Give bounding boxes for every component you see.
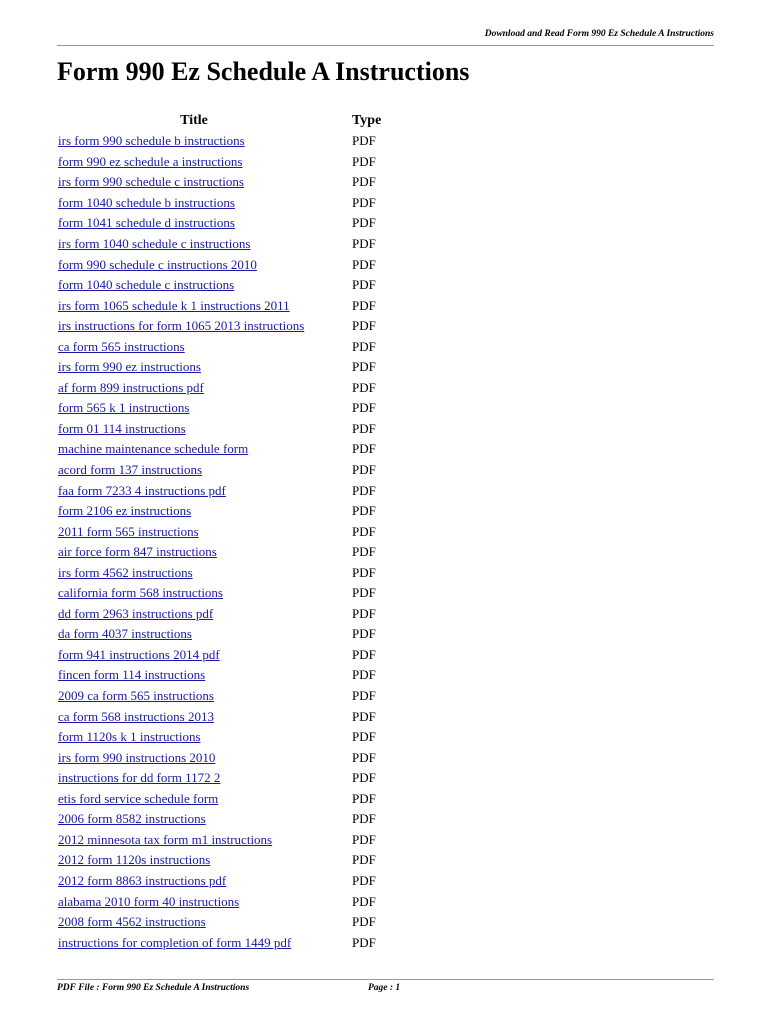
table-row: [54, 768, 385, 789]
table-row: [54, 193, 385, 214]
table-row: [54, 152, 385, 173]
row-type-cell: PDF: [352, 482, 376, 498]
row-title-cell: [54, 747, 334, 768]
document-link[interactable]: irs form 4562 instructions: [58, 564, 193, 580]
row-type-cell: PDF: [352, 544, 376, 560]
table-row: [54, 480, 385, 501]
document-link[interactable]: faa form 7233 4 instructions pdf: [58, 482, 226, 498]
document-link[interactable]: machine maintenance schedule form: [58, 441, 249, 457]
page-header: Download and Read Form 990 Ez Schedule A Instructions: [484, 29, 714, 39]
row-title-cell: [54, 193, 334, 214]
row-title-cell: [54, 234, 334, 255]
footer-page-number: Page : 1: [368, 983, 401, 993]
row-type-cell: PDF: [352, 194, 376, 210]
row-title-cell: [54, 316, 334, 337]
document-link[interactable]: instructions for completion of form 1449 pdf: [58, 934, 292, 950]
row-type-cell: PDF: [352, 503, 376, 519]
document-link[interactable]: irs form 1065 schedule k 1 instructions 2011: [58, 297, 290, 313]
footer-divider: [57, 979, 714, 980]
row-type-cell: PDF: [352, 790, 376, 806]
table-row: [54, 645, 385, 666]
document-link[interactable]: 2009 ca form 565 instructions: [58, 688, 214, 704]
row-title-cell: [54, 645, 334, 666]
row-title-cell: [54, 932, 334, 953]
table-row: [54, 830, 385, 851]
row-type-cell: PDF: [352, 236, 376, 251]
table-row: [54, 542, 385, 563]
row-title-cell: [54, 542, 334, 563]
row-title-cell: [54, 665, 334, 686]
document-link[interactable]: irs form 990 schedule b instructions: [58, 133, 245, 149]
document-link[interactable]: alabama 2010 form 40 instructions: [58, 893, 240, 909]
row-type-cell: PDF: [352, 564, 376, 580]
table-row: [54, 665, 385, 686]
document-link[interactable]: 2012 form 8863 instructions pdf: [58, 872, 227, 888]
document-link[interactable]: etis ford service schedule form: [58, 790, 219, 806]
row-type-cell: PDF: [352, 359, 376, 375]
table-body: [54, 131, 385, 953]
row-type-cell: PDF: [352, 729, 376, 745]
row-title-cell: [54, 152, 334, 173]
row-title-cell: [54, 131, 334, 152]
document-link[interactable]: 2006 form 8582 instructions: [58, 811, 206, 827]
table-row: [54, 850, 385, 871]
document-link[interactable]: air force form 847 instructions: [58, 544, 217, 560]
row-type-cell: PDF: [352, 297, 376, 313]
row-title-cell: [54, 686, 334, 707]
row-title-cell: [54, 562, 334, 583]
table-row: [54, 275, 385, 296]
document-link[interactable]: form 941 instructions 2014 pdf: [58, 646, 220, 662]
row-title-cell: [54, 850, 334, 871]
document-link[interactable]: form 01 114 instructions: [58, 420, 186, 436]
document-link[interactable]: form 565 k 1 instructions: [58, 400, 190, 416]
row-title-cell: [54, 254, 334, 275]
row-title-cell: [54, 604, 334, 625]
row-type-cell: PDF: [352, 770, 376, 786]
document-link[interactable]: form 1041 schedule d instructions: [58, 215, 235, 231]
document-link[interactable]: form 2106 ez instructions: [58, 503, 192, 519]
row-type-cell: PDF: [352, 667, 376, 683]
table-row: [54, 439, 385, 460]
row-type-cell: PDF: [352, 174, 376, 190]
document-link[interactable]: ca form 565 instructions: [58, 338, 185, 354]
table-row: [54, 562, 385, 583]
document-link[interactable]: form 1040 schedule c instructions: [58, 277, 235, 293]
table-row: [54, 172, 385, 193]
row-title-cell: [54, 357, 334, 378]
row-type-cell: PDF: [352, 318, 376, 334]
row-title-cell: [54, 213, 334, 234]
row-type-cell: PDF: [352, 379, 376, 395]
row-title-cell: [54, 275, 334, 296]
row-title-cell: [54, 706, 334, 727]
document-link[interactable]: irs form 990 schedule c instructions: [58, 174, 244, 190]
row-title-cell: [54, 172, 334, 193]
table-row: [54, 357, 385, 378]
row-type-cell: PDF: [352, 277, 376, 293]
table-row: [54, 604, 385, 625]
row-title-cell: [54, 871, 334, 892]
table-row: [54, 583, 385, 604]
table-row: [54, 789, 385, 810]
row-type-cell: PDF: [352, 708, 376, 724]
document-link[interactable]: 2012 form 1120s instructions: [58, 852, 211, 868]
document-link[interactable]: 2011 form 565 instructions: [58, 523, 199, 539]
row-type-cell: PDF: [352, 256, 376, 272]
row-type-cell: PDF: [352, 605, 376, 621]
documents-table: [54, 110, 385, 953]
table-row: [54, 213, 385, 234]
document-link[interactable]: irs form 990 ez instructions: [58, 359, 201, 375]
document-link[interactable]: form 990 ez schedule a instructions: [58, 153, 243, 169]
table-row: [54, 336, 385, 357]
document-link[interactable]: form 1040 schedule b instructions: [58, 194, 235, 210]
table-row: [54, 234, 385, 255]
table-row: [54, 891, 385, 912]
row-type-cell: PDF: [352, 626, 376, 642]
column-header-title: Title: [180, 112, 208, 128]
table-row: [54, 727, 385, 748]
row-type-cell: PDF: [352, 400, 376, 416]
row-title-cell: [54, 830, 334, 851]
document-link[interactable]: irs form 1040 schedule c instructions: [58, 236, 251, 251]
row-type-cell: PDF: [352, 338, 376, 354]
row-type-cell: PDF: [352, 523, 376, 539]
row-type-cell: PDF: [352, 420, 376, 436]
row-title-cell: [54, 727, 334, 748]
header-divider: [57, 45, 714, 46]
document-link[interactable]: ca form 568 instructions 2013: [58, 708, 214, 724]
table-row: [54, 521, 385, 542]
row-title-cell: [54, 583, 334, 604]
row-title-cell: [54, 624, 334, 645]
row-type-cell: PDF: [352, 133, 376, 149]
row-title-cell: [54, 501, 334, 522]
table-row: [54, 809, 385, 830]
document-link[interactable]: irs form 990 instructions 2010: [58, 749, 216, 765]
footer-file-label: PDF File : Form 990 Ez Schedule A Instructions: [57, 983, 250, 993]
document-link[interactable]: fincen form 114 instructions: [58, 667, 206, 683]
row-title-cell: [54, 439, 334, 460]
row-title-cell: [54, 378, 334, 399]
row-title-cell: [54, 295, 334, 316]
row-type-cell: PDF: [352, 914, 376, 930]
table-row: [54, 254, 385, 275]
row-title-cell: [54, 398, 334, 419]
row-type-cell: PDF: [352, 441, 376, 457]
document-link[interactable]: af form 899 instructions pdf: [58, 379, 204, 395]
document-link[interactable]: form 990 schedule c instructions 2010: [58, 256, 257, 272]
row-type-cell: PDF: [352, 462, 376, 478]
document-link[interactable]: instructions for dd form 1172 2: [58, 770, 221, 786]
table-header-row: [54, 110, 385, 131]
row-type-cell: PDF: [352, 215, 376, 231]
row-type-cell: PDF: [352, 153, 376, 169]
table-row: [54, 624, 385, 645]
row-title-cell: [54, 521, 334, 542]
row-type-cell: PDF: [352, 688, 376, 704]
row-title-cell: [54, 912, 334, 933]
document-link[interactable]: irs instructions for form 1065 2013 instructions: [58, 318, 305, 334]
row-type-cell: PDF: [352, 872, 376, 888]
table-row: [54, 316, 385, 337]
row-title-cell: [54, 789, 334, 810]
row-title-cell: [54, 480, 334, 501]
row-title-cell: [54, 768, 334, 789]
row-type-cell: PDF: [352, 831, 376, 847]
table-row: [54, 295, 385, 316]
document-link[interactable]: dd form 2963 instructions pdf: [58, 605, 214, 621]
row-title-cell: [54, 809, 334, 830]
row-title-cell: [54, 419, 334, 440]
row-title-cell: [54, 891, 334, 912]
document-link[interactable]: form 1120s k 1 instructions: [58, 729, 201, 745]
table-row: [54, 932, 385, 953]
table-row: [54, 747, 385, 768]
table-row: [54, 706, 385, 727]
table-row: [54, 686, 385, 707]
row-type-cell: PDF: [352, 646, 376, 662]
document-link[interactable]: california form 568 instructions: [58, 585, 223, 601]
document-link[interactable]: da form 4037 instructions: [58, 626, 192, 642]
table-row: [54, 398, 385, 419]
table-row: [54, 419, 385, 440]
document-title: Form 990 Ez Schedule A Instructions: [57, 57, 470, 86]
row-type-cell: PDF: [352, 749, 376, 765]
table-row: [54, 912, 385, 933]
row-type-cell: PDF: [352, 934, 376, 950]
table-row: [54, 378, 385, 399]
table-row: [54, 460, 385, 481]
row-type-cell: PDF: [352, 811, 376, 827]
document-link[interactable]: 2012 minnesota tax form m1 instructions: [58, 831, 273, 847]
document-link[interactable]: 2008 form 4562 instructions: [58, 914, 206, 930]
row-type-cell: PDF: [352, 893, 376, 909]
table-row: [54, 501, 385, 522]
document-link[interactable]: acord form 137 instructions: [58, 462, 203, 478]
row-title-cell: [54, 460, 334, 481]
row-type-cell: PDF: [352, 852, 376, 868]
table-row: [54, 131, 385, 152]
table-row: [54, 871, 385, 892]
row-title-cell: [54, 336, 334, 357]
row-type-cell: PDF: [352, 585, 376, 601]
column-header-type: Type: [352, 112, 382, 128]
